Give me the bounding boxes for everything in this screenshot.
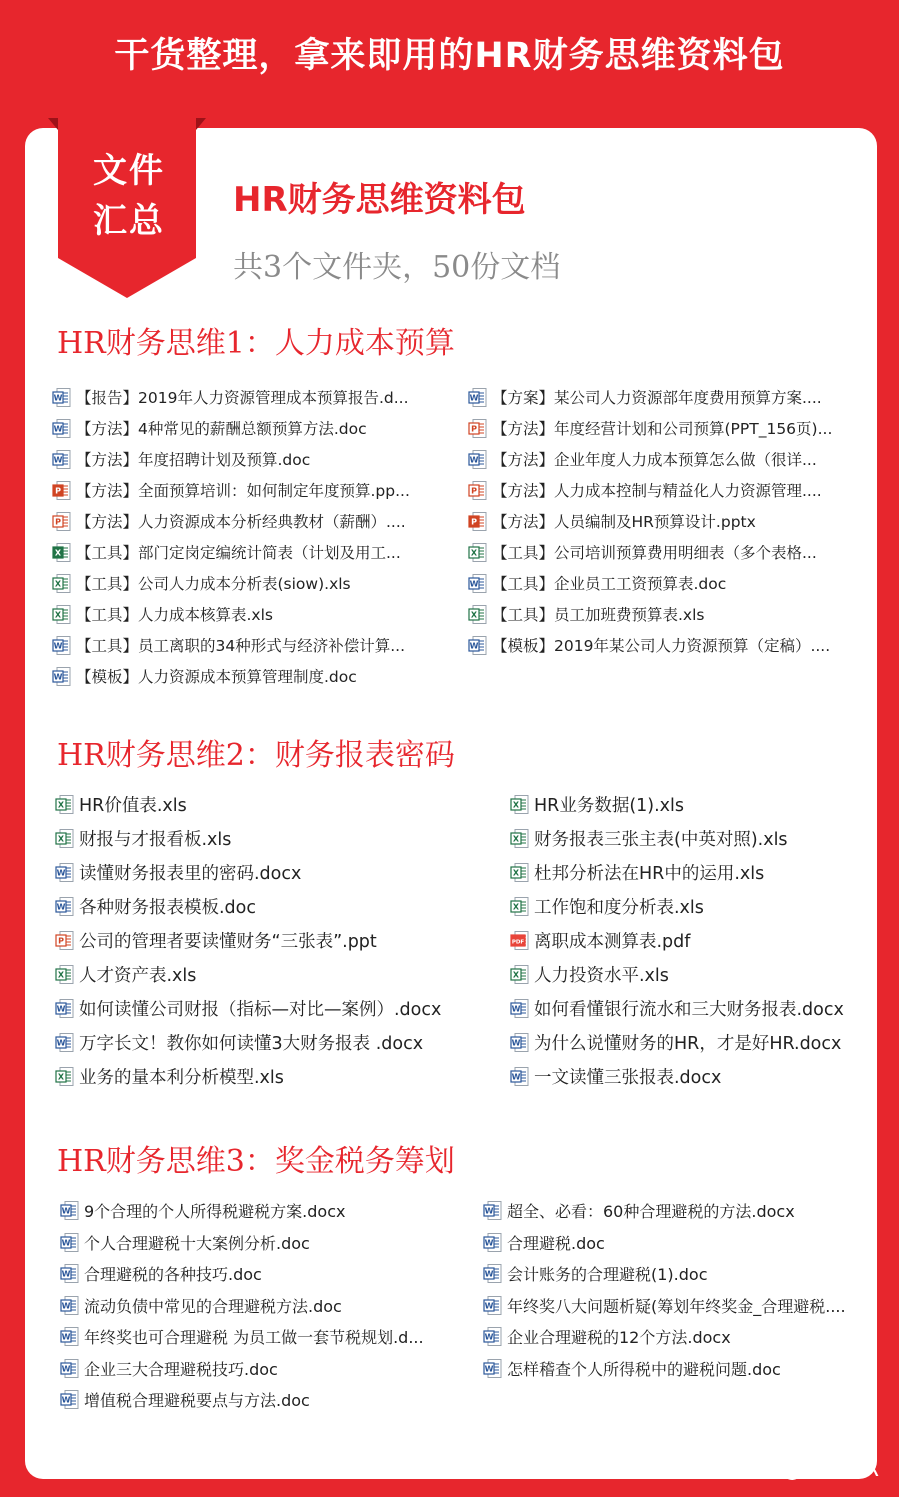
svg-text:W: W [511, 1072, 521, 1082]
file-name: 【方法】企业年度人力成本预算怎么做（很详... [492, 451, 817, 469]
file-name: 年终奖八大问题析疑(筹划年终奖金_合理避税.... [507, 1296, 846, 1316]
file-item[interactable] [510, 928, 690, 953]
file-item[interactable] [52, 510, 406, 532]
excel-file-icon [510, 828, 530, 849]
excel-file-icon [510, 896, 530, 917]
file-item[interactable] [468, 386, 822, 408]
file-item[interactable] [55, 928, 377, 953]
svg-text:W: W [56, 1038, 66, 1048]
file-item[interactable] [60, 1231, 310, 1254]
file-item[interactable] [52, 603, 273, 625]
file-name: 【方法】人员编制及HR预算设计.pptx [492, 513, 756, 531]
file-item[interactable] [60, 1325, 424, 1348]
footer-watermark: 头条 @儒思HR [730, 1457, 879, 1482]
word-file-icon [483, 1295, 503, 1316]
section-title-1: HR财务思维1：人力成本预算 [57, 326, 455, 361]
file-item[interactable] [510, 792, 684, 817]
word-file-icon [510, 1032, 530, 1053]
file-name: 【方法】4种常见的薪酬总额预算方法.doc [76, 420, 367, 438]
file-name: 【工具】员工离职的34种形式与经济补偿计算... [76, 637, 406, 655]
file-name: 【工具】员工加班费预算表.xls [492, 606, 705, 624]
svg-text:W: W [61, 1238, 71, 1247]
svg-text:W: W [61, 1269, 71, 1279]
file-name: 读懂财务报表里的密码.docx [79, 864, 302, 884]
file-name: 杜邦分析法在HR中的运用.xls [534, 864, 765, 884]
svg-text:X: X [54, 610, 62, 619]
file-name: 【模板】人力资源成本预算管理制度.doc [76, 668, 357, 686]
word-file-icon [483, 1358, 503, 1379]
word-file-icon [55, 862, 75, 883]
file-item[interactable] [468, 541, 817, 563]
file-item[interactable] [55, 792, 187, 817]
svg-text:PDF: PDF [511, 939, 525, 946]
file-name: 为什么说懂财务的HR，才是好HR.docx [534, 1034, 842, 1054]
file-item[interactable] [55, 894, 256, 919]
file-item[interactable] [468, 603, 704, 625]
word-file-icon [510, 998, 530, 1019]
excel-file-icon [510, 862, 530, 883]
badge-line-1: 文件 [93, 151, 165, 191]
ribbon-badge-text [62, 146, 196, 246]
svg-text:P: P [55, 517, 61, 526]
svg-text:W: W [484, 1238, 494, 1247]
excel-file-icon [510, 794, 530, 815]
word-file-icon [483, 1263, 503, 1284]
file-item[interactable] [510, 894, 704, 919]
file-name: 财报与才报看板.xls [79, 830, 232, 850]
excel-file-icon [52, 604, 72, 625]
svg-text:W: W [61, 1395, 71, 1405]
word-file-icon [52, 418, 72, 439]
svg-text:W: W [53, 455, 63, 464]
excel-file-icon [468, 604, 488, 625]
package-subtitle: 共3个文件夹，50份文档 [233, 250, 561, 285]
word-file-icon [52, 387, 72, 408]
file-name: 【方法】年度招聘计划及预算.doc [76, 451, 311, 469]
file-item[interactable] [483, 1294, 846, 1317]
word-file-icon [52, 666, 72, 687]
word-file-icon [483, 1232, 503, 1253]
file-item[interactable] [468, 634, 830, 656]
word-file-icon [510, 1066, 530, 1087]
file-name: 如何看懂银行流水和三大财务报表.docx [534, 1000, 844, 1020]
ppt-file-icon [468, 418, 488, 439]
svg-text:X: X [512, 902, 520, 912]
file-item[interactable] [55, 826, 231, 851]
svg-text:X: X [57, 1072, 65, 1082]
svg-text:W: W [56, 902, 66, 912]
file-item[interactable] [60, 1388, 310, 1411]
svg-text:X: X [512, 868, 520, 878]
file-name: 增值税合理避税要点与方法.doc [84, 1391, 310, 1410]
file-name: 【工具】人力成本核算表.xls [76, 606, 273, 624]
svg-text:X: X [470, 610, 478, 619]
excel-file-icon [55, 794, 75, 815]
svg-text:W: W [511, 1038, 521, 1048]
word-file-icon [55, 998, 75, 1019]
file-name: 【方法】人力资源成本分析经典教材（薪酬）.... [76, 513, 406, 531]
file-item[interactable] [468, 417, 832, 439]
file-name: 如何读懂公司财报（指标—对比—案例）.docx [79, 1000, 442, 1020]
file-item[interactable] [468, 572, 726, 594]
file-name: 企业三大合理避税技巧.doc [84, 1359, 278, 1379]
excel-file-icon [55, 964, 75, 985]
file-name: 【方案】某公司人力资源部年度费用预算方案.... [492, 389, 822, 407]
file-name: 万字长文！教你如何读懂3大财务报表 .docx [79, 1034, 424, 1054]
word-file-icon [468, 635, 488, 656]
section-title-2: HR财务思维2：财务报表密码 [57, 738, 455, 773]
file-name: 超全、必看：60种合理避税的方法.docx [507, 1202, 795, 1221]
svg-text:W: W [61, 1301, 71, 1310]
file-item[interactable] [510, 1030, 841, 1055]
excel-file-icon [52, 573, 72, 594]
word-file-icon [55, 1032, 75, 1053]
word-file-icon [60, 1200, 80, 1221]
word-file-icon [483, 1200, 503, 1221]
file-name: 一文读懂三张报表.docx [534, 1068, 722, 1088]
excel-file-icon [510, 964, 530, 985]
svg-text:W: W [484, 1364, 494, 1373]
ppt-file-icon [468, 511, 488, 532]
word-file-icon [55, 896, 75, 917]
word-file-icon [60, 1295, 80, 1316]
file-item[interactable] [55, 962, 196, 987]
file-item[interactable] [60, 1294, 342, 1317]
page-title: 干货整理，拿来即用的HR财务思维资料包 [114, 36, 785, 76]
word-file-icon [468, 449, 488, 470]
file-name: 合理避税.doc [507, 1233, 605, 1253]
file-item[interactable] [468, 479, 822, 501]
file-item[interactable] [510, 996, 844, 1021]
file-item[interactable] [55, 860, 301, 885]
badge-line-2: 汇总 [93, 201, 165, 241]
word-file-icon [60, 1389, 80, 1410]
svg-text:X: X [54, 548, 62, 557]
svg-text:W: W [484, 1206, 494, 1216]
svg-text:W: W [469, 641, 479, 650]
svg-text:P: P [471, 517, 477, 526]
svg-text:X: X [512, 800, 520, 810]
file-name: 人力投资水平.xls [534, 966, 669, 986]
excel-file-icon [468, 542, 488, 563]
svg-text:X: X [57, 970, 65, 980]
file-name: 公司的管理者要读懂财务“三张表”.ppt [79, 932, 377, 952]
file-item[interactable] [52, 479, 410, 501]
file-name: 【报告】2019年人力资源管理成本预算报告.d... [76, 389, 409, 407]
file-item[interactable] [468, 510, 756, 532]
svg-text:X: X [54, 579, 62, 588]
file-item[interactable] [483, 1325, 731, 1348]
file-name: 人才资产表.xls [79, 966, 197, 986]
file-item[interactable] [510, 826, 788, 851]
package-title: HR财务思维资料包 [233, 180, 526, 220]
file-item[interactable] [52, 572, 351, 594]
file-name: 9个合理的个人所得税避税方案.docx [84, 1202, 346, 1221]
svg-text:W: W [484, 1332, 494, 1342]
svg-text:W: W [53, 424, 63, 433]
file-item[interactable] [483, 1357, 781, 1380]
file-name: 【方法】全面预算培训：如何制定年度预算.pp... [76, 482, 410, 500]
file-item[interactable] [52, 386, 409, 408]
svg-text:W: W [484, 1301, 494, 1310]
file-name: 【工具】企业员工工资预算表.doc [492, 575, 727, 593]
file-item[interactable] [52, 634, 405, 656]
file-name: 【模板】2019年某公司人力资源预算（定稿）.... [492, 637, 831, 655]
file-name: 业务的量本利分析模型.xls [79, 1068, 284, 1088]
file-item[interactable] [483, 1199, 795, 1222]
svg-text:P: P [55, 486, 61, 495]
excel-file-icon [52, 542, 72, 563]
file-name: 财务报表三张主表(中英对照).xls [534, 830, 788, 850]
svg-text:W: W [61, 1332, 71, 1342]
file-name: 【工具】公司培训预算费用明细表（多个表格... [492, 544, 817, 562]
file-item[interactable] [510, 860, 764, 885]
file-item[interactable] [60, 1262, 262, 1285]
ppt-file-icon [55, 930, 75, 951]
word-file-icon [468, 573, 488, 594]
file-item[interactable] [60, 1357, 278, 1380]
pdf-file-icon [510, 930, 530, 951]
svg-text:X: X [57, 800, 65, 810]
svg-text:X: X [57, 834, 65, 844]
svg-text:W: W [469, 579, 479, 588]
svg-text:X: X [512, 834, 520, 844]
svg-text:X: X [470, 548, 478, 557]
file-name: 离职成本测算表.pdf [534, 932, 691, 952]
file-name: 【工具】部门定岗定编统计简表（计划及用工... [76, 544, 401, 562]
file-name: 【方法】人力成本控制与精益化人力资源管理.... [492, 482, 822, 500]
file-name: 流动负债中常见的合理避税方法.doc [84, 1296, 342, 1316]
file-name: 工作饱和度分析表.xls [534, 898, 704, 918]
file-item[interactable] [52, 417, 367, 439]
word-file-icon [60, 1263, 80, 1284]
word-file-icon [468, 387, 488, 408]
section-title-3: HR财务思维3：奖金税务筹划 [57, 1144, 455, 1179]
svg-text:W: W [53, 672, 63, 681]
file-name: 会计账务的合理避税(1).doc [507, 1265, 708, 1284]
ppt-file-icon [52, 511, 72, 532]
svg-text:P: P [471, 424, 477, 433]
file-name: 怎样稽查个人所得税中的避税问题.doc [507, 1359, 781, 1379]
svg-text:W: W [484, 1269, 494, 1279]
file-name: 企业合理避税的12个方法.docx [507, 1328, 731, 1347]
ppt-file-icon [52, 480, 72, 501]
svg-text:W: W [56, 868, 66, 878]
word-file-icon [483, 1326, 503, 1347]
file-item[interactable] [483, 1262, 708, 1285]
excel-file-icon [55, 1066, 75, 1087]
file-name: 【方法】年度经营计划和公司预算(PPT_156页)... [492, 420, 833, 438]
svg-text:W: W [511, 1004, 521, 1014]
svg-text:W: W [53, 393, 63, 402]
file-name: 【工具】公司人力成本分析表(siow).xls [76, 575, 351, 593]
file-item[interactable] [55, 1064, 284, 1089]
svg-text:W: W [53, 641, 63, 650]
svg-text:P: P [471, 486, 477, 495]
file-item[interactable] [55, 1030, 423, 1055]
svg-text:X: X [512, 970, 520, 980]
file-name: 年终奖也可合理避税 为员工做一套节税规划.d... [84, 1328, 424, 1347]
file-name: 个人合理避税十大案例分析.doc [84, 1233, 310, 1253]
file-item[interactable] [55, 996, 441, 1021]
file-item[interactable] [60, 1199, 345, 1222]
ppt-file-icon [468, 480, 488, 501]
word-file-icon [60, 1358, 80, 1379]
file-item[interactable] [510, 962, 669, 987]
svg-text:W: W [469, 393, 479, 402]
file-item[interactable] [52, 448, 310, 470]
word-file-icon [60, 1326, 80, 1347]
file-item[interactable] [483, 1231, 605, 1254]
excel-file-icon [55, 828, 75, 849]
file-name: 合理避税的各种技巧.doc [84, 1265, 262, 1284]
file-item[interactable] [52, 665, 357, 687]
svg-text:W: W [469, 455, 479, 464]
file-name: HR业务数据(1).xls [534, 796, 685, 816]
file-item[interactable] [52, 541, 401, 563]
svg-text:W: W [61, 1206, 71, 1216]
file-name: HR价值表.xls [79, 796, 187, 816]
svg-text:W: W [61, 1364, 71, 1373]
word-file-icon [52, 449, 72, 470]
word-file-icon [60, 1232, 80, 1253]
file-item[interactable] [510, 1064, 721, 1089]
svg-text:P: P [58, 936, 64, 946]
file-name: 各种财务报表模板.doc [79, 898, 256, 918]
svg-text:W: W [56, 1004, 66, 1014]
word-file-icon [52, 635, 72, 656]
file-item[interactable] [468, 448, 817, 470]
